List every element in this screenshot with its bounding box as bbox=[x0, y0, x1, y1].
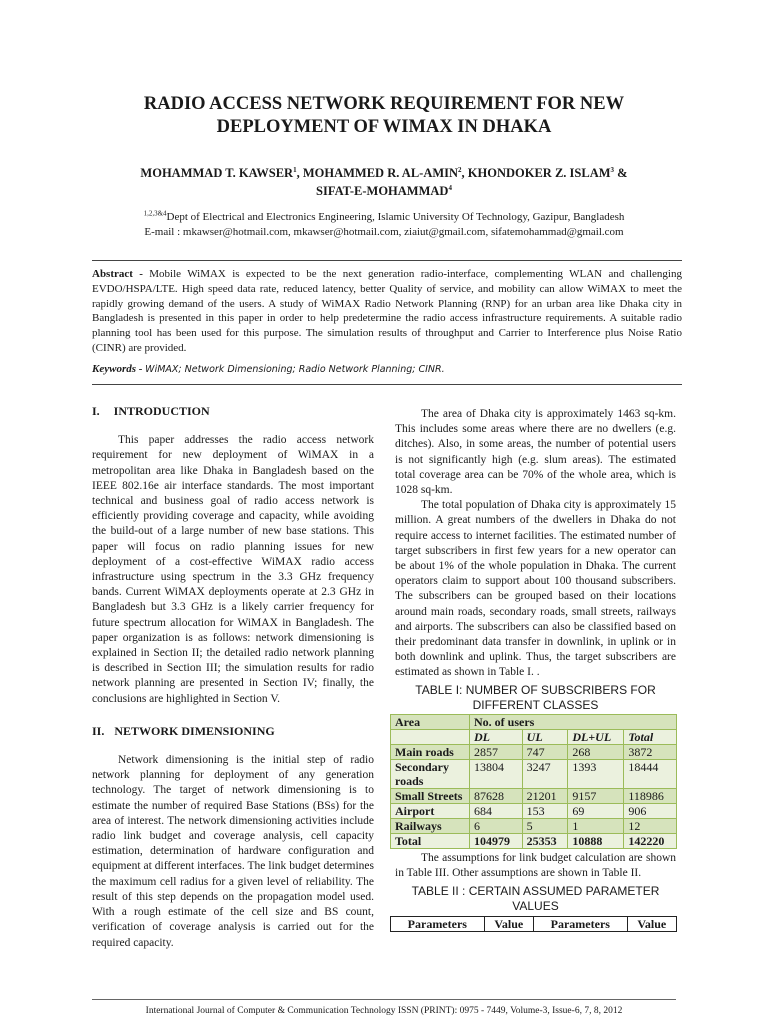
author-list: MOHAMMAD T. KAWSER$^1$, MOHAMMED R. AL-AMIN$^2$, KHONDOKER Z. ISLAM$^3$ & SIFAT-E-MOHAMMAD$^4$ bbox=[140, 165, 628, 198]
abstract-label: Abstract - bbox=[92, 268, 143, 280]
author-sup: 4 bbox=[448, 183, 452, 192]
dhaka-area-paragraph: The area of Dhaka city is approximately 1463 sq-km. This includes some areas where there are no dwellers (e.g. ditches). Also, in some areas, the number of potential users is not significantly high (e.g. slum areas). The estimated total coverage area can be 70% of the whole area, which is 1028 sq-km. bbox=[395, 408, 676, 497]
author-sup: 2 bbox=[458, 165, 462, 174]
table-row: Airport 684 153 69 906 bbox=[391, 803, 677, 818]
paper-title bbox=[60, 93, 708, 139]
footer-rule bbox=[92, 999, 676, 1000]
table-header-row: Area No. of users bbox=[391, 714, 677, 729]
abstract bbox=[92, 267, 682, 356]
table-row: Main roads 2857 747 268 3872 bbox=[391, 744, 677, 759]
keywords bbox=[92, 362, 682, 377]
abstract-top-rule bbox=[92, 260, 682, 261]
author-name: MOHAMMED R. AL-AMIN bbox=[302, 166, 459, 180]
paper-title-line-2: DEPLOYMENT OF WIMAX IN DHAKA bbox=[216, 117, 552, 137]
subscribers-table bbox=[390, 714, 677, 849]
author-name: SIFAT-E-MOHAMMAD bbox=[316, 184, 449, 198]
affiliation: Dept of Electrical and Electronics Engineering, Islamic University Of Technology, Gazipur, Bangladesh bbox=[166, 211, 625, 223]
abstract-text: Mobile WiMAX is expected to be the next generation radio-interface, complementing WLAN and challenging EVDO/HSPA/LTE. High speed data rate, reduced latency, better Quality of service, and mobility can allow WiMAX to meet the rapidly growing demand of the users. A study of WiMAX Radio Network Planning (RNP) for an urban area like Dhaka city in Bangladesh is presented in this paper in order to help predetermine the radio access infrastructure requirements. A suitable radio planning tool has been used for this purpose. The simulation results of throughput and Carrier to Interference plus Noise Ratio (CINR) are provided. bbox=[92, 268, 682, 354]
table-subheader-row: DL UL DL+UL Total bbox=[391, 729, 677, 744]
network-dimensioning-paragraph: Network dimensioning is the initial step of radio network planning for deployment of any generation technology. The target of network dimensioning is to estimate the number of required Base Stations (BSs) for the area of interest. The network dimensioning activities include radio link budget and coverage analysis, cell capacity estimation, determination of hardware configuration and equipment at different interfaces. The link budget determines the maximum cell radius for a given level of reliability. The result of this step depends on the propagation model used. With a rough estimate of the cell size and BS count, verification of coverage analysis is carried out for the required capacity. bbox=[92, 754, 374, 949]
table-2-caption: TABLE II : CERTAIN ASSUMED PARAMETER VALUES bbox=[411, 884, 660, 914]
parameters-table bbox=[390, 916, 677, 932]
left-column bbox=[92, 404, 374, 951]
table-1-caption: TABLE I: NUMBER OF SUBSCRIBERS FOR DIFFERENT CLASSES bbox=[415, 682, 656, 712]
table-total-row: Total 104979 25353 10888 142220 bbox=[391, 833, 677, 848]
affiliation-block bbox=[40, 210, 728, 240]
assumptions-paragraph: The assumptions for link budget calculation are shown in Table III. Other assumptions are shown in Table II. bbox=[395, 851, 676, 879]
author-sup: 1 bbox=[293, 165, 297, 174]
paper-title-line-1: RADIO ACCESS NETWORK REQUIREMENT FOR NEW bbox=[143, 94, 625, 114]
page-footer: International Journal of Computer & Communication Technology ISSN (PRINT): 0975 - 7449, Volume-3, Issue-6, 7, 8, 2012 bbox=[145, 1006, 623, 1016]
author-name: MOHAMMAD T. KAWSER bbox=[140, 166, 294, 180]
keywords-text: WiMAX; Network Dimensioning; Radio Network Planning; CINR. bbox=[145, 364, 445, 375]
table-row: Small Streets 87628 21201 9157 118986 bbox=[391, 788, 677, 803]
section-heading-introduction: I. INTRODUCTION bbox=[92, 404, 210, 418]
intro-paragraph: This paper addresses the radio access network requirement for new deployment of WiMAX in a metropolitan area like Dhaka in Bangladesh based on the IEEE 802.16e air interface standards. The most important technical and business goal of radio access network is efficiently providing coverage and capacity, while avoiding the build-out of a large number of new base stations. This paper will focus on radio planning issues for new deployment of a cost-effective WiMAX radio access infrastructure using spectrum in the 3.3 GHz frequency bands. Current WiMAX deployments operate at 2.3 GHz in Bangladesh but 3.3 GHz is a likely carrier frequency for future spectrum allocation for WiMAX in Bangladesh. The paper organization is as follows: network dimensioning is explained in Section II; the detailed radio network planning is described in Section III; the simulation results for radio network planning are presented in Section IV; finally, the conclusions are highlighted in Section V. bbox=[92, 434, 374, 705]
author-name: KHONDOKER Z. ISLAM bbox=[467, 166, 611, 180]
affiliation-sup: 1,2,3&4 bbox=[143, 209, 167, 218]
keywords-label: Keywords - bbox=[92, 363, 143, 375]
table-row: Secondary roads 13804 3247 1393 18444 bbox=[391, 759, 677, 788]
population-paragraph: The total population of Dhaka city is approximately 15 million. A great numbers of the dwellers in Dhaka do not require access to internet facilities. The estimated number of target subscribers in first few years for a new operator can be about 1% of the whole population in Dhaka. The current operators claim to support about 100 thousand subscribers. The subscribers can be grouped based on their locations around main roads, secondary roads, small streets, railways and airports. The subscribers can also be classified based on their predominant data transfer in downlink, in uplink or in both downlink and uplink. Thus, the target subscribers are estimated as shown in Table I. . bbox=[395, 499, 676, 679]
abstract-bottom-rule bbox=[92, 384, 682, 385]
email-list: E-mail : mkawser@hotmail.com, mkawser@hotmail.com, ziaiut@gmail.com, sifatemohammad@gmail.com bbox=[144, 226, 624, 238]
section-heading-network-dimensioning: II. NETWORK DIMENSIONING bbox=[92, 723, 275, 738]
right-column bbox=[395, 407, 676, 932]
parameters-header-row: Parameters Value Parameters Value bbox=[391, 917, 677, 932]
author-sup: 3 bbox=[610, 165, 615, 174]
table-row: Railways 6 5 1 12 bbox=[391, 818, 677, 833]
